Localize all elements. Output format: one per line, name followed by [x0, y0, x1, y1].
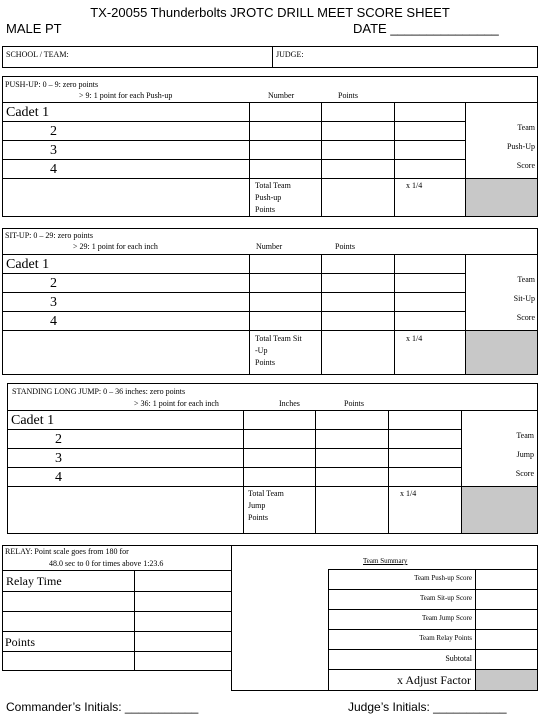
- jump-total-label-cell: [243, 486, 316, 534]
- pushup-number-cell[interactable]: [249, 140, 322, 160]
- pushup-multiplier-cell: [394, 178, 466, 217]
- category-label: MALE PT: [6, 21, 62, 36]
- jump-points-cell[interactable]: [315, 467, 389, 487]
- pushup-total-label-2: Push-up: [255, 193, 282, 202]
- summary-jump-value[interactable]: [475, 609, 538, 630]
- situp-total-points-cell[interactable]: [321, 330, 395, 375]
- team-summary-title: Team Summary: [363, 557, 408, 565]
- jump-extra-cell[interactable]: [388, 429, 462, 449]
- relay-time-cell[interactable]: [134, 611, 232, 632]
- situp-rule-1: SIT-UP: 0 – 29: zero points: [5, 231, 93, 240]
- jump-cadet-1-row: [7, 410, 244, 430]
- pushup-team-score-cell[interactable]: [465, 178, 538, 217]
- jump-inches-cell[interactable]: [243, 448, 316, 468]
- summary-pushup-value[interactable]: [475, 569, 538, 590]
- jump-total-label-1: Total Team: [248, 489, 284, 498]
- situp-multiplier-label: x 1/4: [406, 334, 423, 343]
- pushup-total-label-cell: [249, 178, 322, 217]
- jump-cadet-2-label: 2: [55, 432, 62, 447]
- school-team-label: SCHOOL / TEAM:: [6, 50, 69, 59]
- jump-inches-cell[interactable]: [243, 429, 316, 449]
- jump-cadet-4-label: 4: [55, 470, 62, 485]
- pushup-cadet-2-label: 2: [50, 124, 57, 139]
- summary-subtotal-label: Subtotal: [445, 654, 472, 663]
- situp-team-score-cell[interactable]: [465, 330, 538, 375]
- jump-inches-cell[interactable]: [243, 410, 316, 430]
- pushup-number-cell[interactable]: [249, 102, 322, 122]
- situp-multiplier-cell: [394, 330, 466, 375]
- situp-points-cell[interactable]: [321, 292, 395, 312]
- jump-cadet-4-row: [7, 467, 244, 487]
- pushup-cadet-4-label: 4: [50, 162, 57, 177]
- jump-rule-2: > 36: 1 point for each inch: [134, 399, 219, 408]
- pushup-total-label-3: Points: [255, 205, 276, 214]
- jump-side-label-score: Score: [515, 469, 534, 478]
- pushup-extra-cell[interactable]: [394, 140, 466, 160]
- relay-time-cell[interactable]: [134, 591, 232, 612]
- jump-side-label-team: Team: [516, 431, 534, 440]
- pushup-cadet-1-row: [2, 102, 250, 122]
- situp-side-label-event: Sit-Up: [513, 294, 535, 303]
- situp-cadet-1-row: [2, 254, 250, 274]
- school-team-field[interactable]: [2, 46, 273, 68]
- pushup-side-label-score: Score: [516, 161, 535, 170]
- situp-cadet-4-row: [2, 311, 250, 331]
- pushup-multiplier-label: x 1/4: [406, 181, 423, 190]
- jump-points-cell[interactable]: [315, 429, 389, 449]
- situp-side-label-team: Team: [517, 275, 535, 284]
- situp-extra-cell[interactable]: [394, 292, 466, 312]
- summary-relay-row: [328, 629, 476, 650]
- jump-points-header: Points: [344, 399, 365, 408]
- situp-cadet-1-label: Cadet 1: [6, 257, 50, 272]
- summary-adjust-row: [328, 669, 476, 691]
- pushup-extra-cell[interactable]: [394, 159, 466, 179]
- commander-initials[interactable]: Commander’s Initials: ___________: [6, 700, 199, 714]
- situp-extra-cell[interactable]: [394, 311, 466, 331]
- situp-cadet-3-row: [2, 292, 250, 312]
- jump-multiplier-label: x 1/4: [400, 489, 417, 498]
- summary-relay-label: Team Relay Points: [419, 634, 472, 642]
- pushup-points-cell[interactable]: [321, 121, 395, 141]
- jump-extra-cell[interactable]: [388, 410, 462, 430]
- situp-number-cell[interactable]: [249, 292, 322, 312]
- judge-initials[interactable]: Judge’s Initials: ___________: [348, 700, 507, 714]
- jump-inches-header: Inches: [279, 399, 300, 408]
- pushup-cadet-4-row: [2, 159, 250, 179]
- pushup-number-header: Number: [268, 91, 295, 100]
- situp-total-label-2: -Up: [255, 346, 268, 355]
- summary-jump-label: Team Jump Score: [421, 614, 472, 622]
- summary-jump-row: [328, 609, 476, 630]
- situp-points-cell[interactable]: [321, 311, 395, 331]
- relay-time-cell[interactable]: [134, 570, 232, 592]
- situp-number-cell[interactable]: [249, 273, 322, 293]
- pushup-number-cell[interactable]: [249, 159, 322, 179]
- jump-cadet-1-label: Cadet 1: [11, 413, 55, 428]
- situp-points-cell[interactable]: [321, 273, 395, 293]
- adjust-factor-label: x Adjust Factor: [397, 673, 471, 687]
- relay-time-cell[interactable]: [2, 611, 135, 632]
- situp-number-cell[interactable]: [249, 254, 322, 274]
- date-label[interactable]: DATE _______________: [353, 21, 499, 36]
- pushup-rule-1: PUSH-UP: 0 – 9: zero points: [5, 80, 99, 89]
- situp-total-label-1: Total Team Sit: [255, 334, 302, 343]
- jump-points-cell[interactable]: [315, 410, 389, 430]
- jump-cadet-3-row: [7, 448, 244, 468]
- jump-multiplier-cell: [388, 486, 462, 534]
- pushup-cadet-2-row: [2, 121, 250, 141]
- pushup-side-label-team: Team: [517, 123, 535, 132]
- pushup-number-cell[interactable]: [249, 121, 322, 141]
- pushup-total-points-cell[interactable]: [321, 178, 395, 217]
- summary-situp-label: Team Sit-up Score: [420, 594, 472, 602]
- pushup-cadet-1-label: Cadet 1: [6, 105, 50, 120]
- jump-rule-1: STANDING LONG JUMP: 0 – 36 inches: zero points: [12, 387, 186, 396]
- situp-extra-cell[interactable]: [394, 273, 466, 293]
- summary-relay-value[interactable]: [475, 629, 538, 650]
- judge-label: JUDGE:: [276, 50, 304, 59]
- relay-time-cell[interactable]: [2, 591, 135, 612]
- situp-extra-cell[interactable]: [394, 254, 466, 274]
- jump-total-label-2: Jump: [248, 501, 266, 510]
- jump-extra-cell[interactable]: [388, 467, 462, 487]
- summary-pushup-row: [328, 569, 476, 590]
- pushup-total-label-1: Total Team: [255, 181, 291, 190]
- adjust-factor-value[interactable]: [475, 669, 538, 691]
- situp-cadet-2-label: 2: [50, 276, 57, 291]
- situp-points-cell[interactable]: [321, 254, 395, 274]
- relay-points-cell[interactable]: [2, 651, 135, 671]
- jump-cadet-3-label: 3: [55, 451, 62, 466]
- pushup-extra-cell[interactable]: [394, 121, 466, 141]
- summary-situp-row: [328, 589, 476, 610]
- situp-number-cell[interactable]: [249, 311, 322, 331]
- pushup-points-cell[interactable]: [321, 159, 395, 179]
- relay-points-label: Points: [5, 635, 36, 649]
- jump-cadet-2-row: [7, 429, 244, 449]
- relay-points-row: [2, 631, 135, 652]
- jump-side-label-event: Jump: [516, 450, 534, 459]
- relay-rule-1: RELAY: Point scale goes from 180 for: [5, 547, 129, 556]
- relay-rule-2: 48.0 sec to 0 for times above 1:23.6: [49, 559, 164, 568]
- pushup-cadet-3-row: [2, 140, 250, 160]
- pushup-rule-2: > 9: 1 point for each Push-up: [79, 91, 173, 100]
- jump-points-cell[interactable]: [315, 448, 389, 468]
- jump-total-label-3: Points: [248, 513, 269, 522]
- situp-side-label-score: Score: [516, 313, 535, 322]
- summary-subtotal-row: [328, 649, 476, 670]
- jump-inches-cell[interactable]: [243, 467, 316, 487]
- situp-total-label-3: Points: [255, 358, 276, 367]
- pushup-points-cell[interactable]: [321, 102, 395, 122]
- relay-time-label: Relay Time: [6, 574, 62, 588]
- relay-points-cell[interactable]: [134, 631, 232, 652]
- situp-cadet-3-label: 3: [50, 295, 57, 310]
- jump-team-score-cell[interactable]: [461, 486, 538, 534]
- page-title: TX-20055 Thunderbolts JROTC DRILL MEET SCORE SHEET: [90, 5, 450, 20]
- situp-cadet-4-label: 4: [50, 314, 57, 329]
- situp-total-label-cell: [249, 330, 322, 375]
- situp-rule-2: > 29: 1 point for each inch: [73, 242, 158, 251]
- judge-field[interactable]: [272, 46, 538, 68]
- summary-pushup-label: Team Push-up Score: [414, 574, 472, 582]
- relay-points-cell[interactable]: [134, 651, 232, 671]
- situp-number-header: Number: [256, 242, 283, 251]
- situp-points-header: Points: [335, 242, 356, 251]
- summary-situp-value[interactable]: [475, 589, 538, 610]
- pushup-cadet-3-label: 3: [50, 143, 57, 158]
- pushup-points-cell[interactable]: [321, 140, 395, 160]
- pushup-extra-cell[interactable]: [394, 102, 466, 122]
- jump-extra-cell[interactable]: [388, 448, 462, 468]
- pushup-points-header: Points: [338, 91, 359, 100]
- jump-total-points-cell[interactable]: [315, 486, 389, 534]
- situp-cadet-2-row: [2, 273, 250, 293]
- summary-subtotal-value[interactable]: [475, 649, 538, 670]
- pushup-side-label-event: Push-Up: [506, 142, 535, 151]
